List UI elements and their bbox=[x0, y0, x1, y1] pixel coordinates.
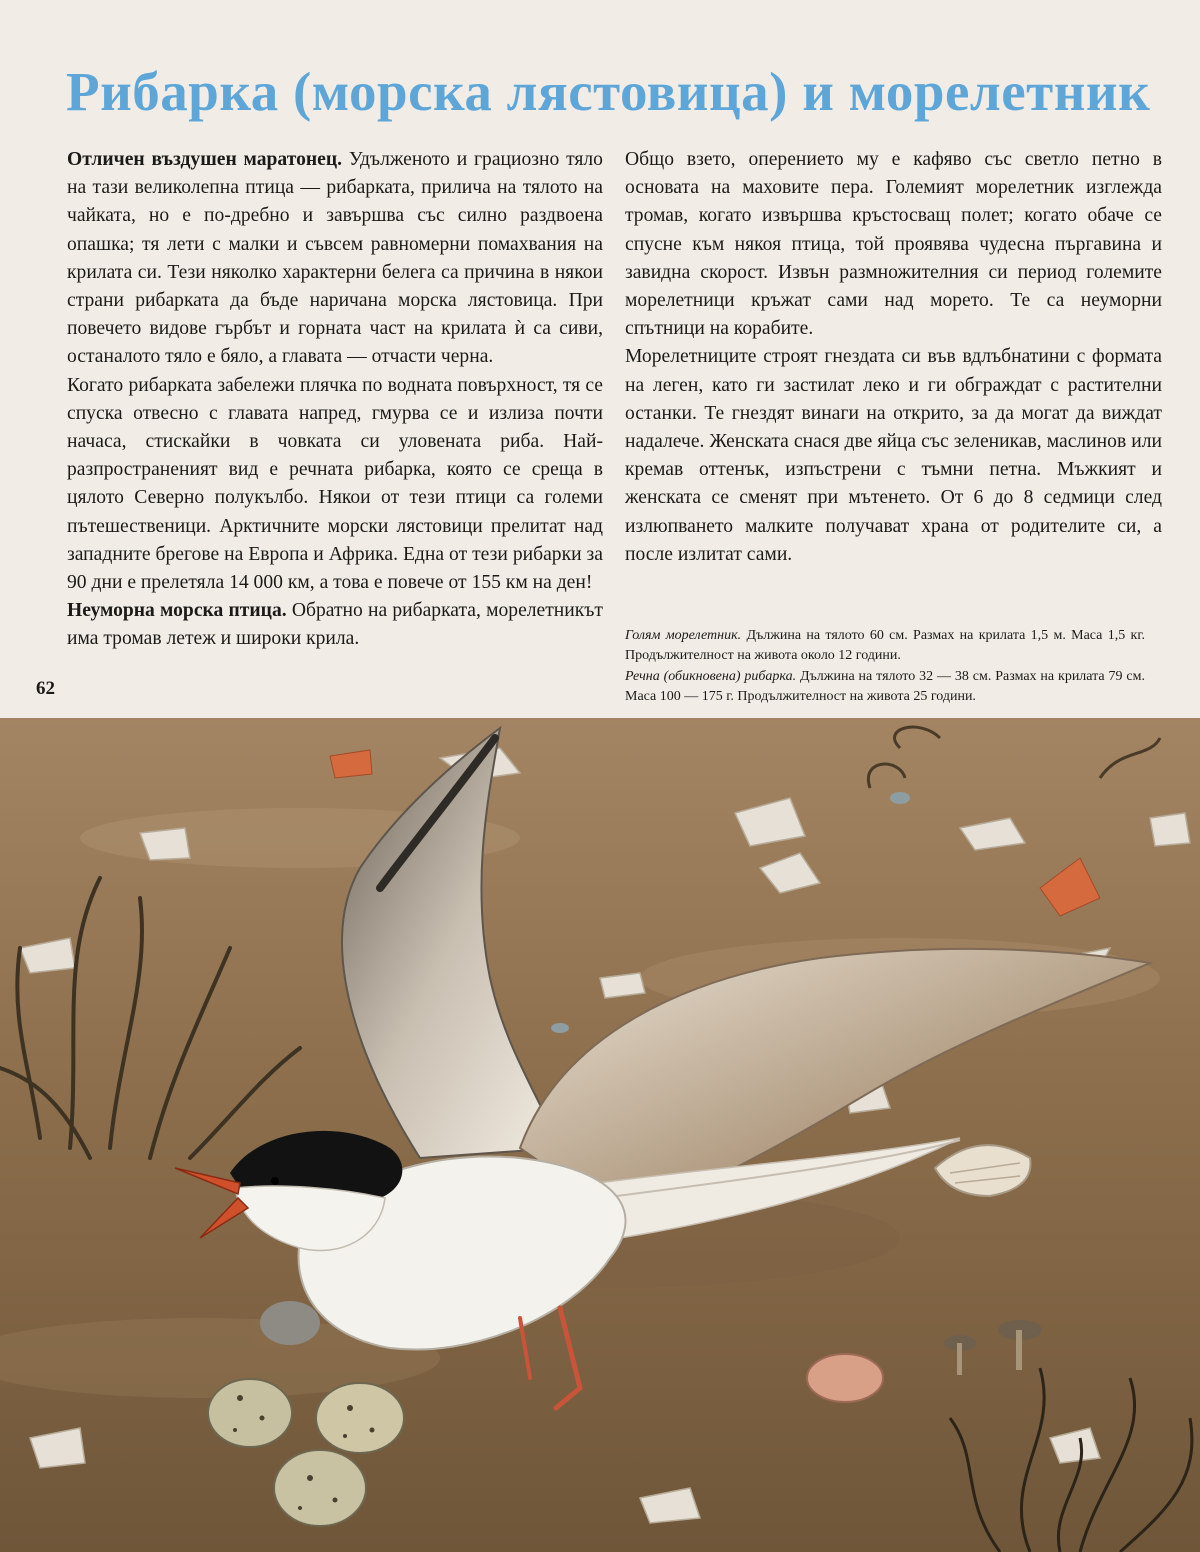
pink-shell bbox=[807, 1354, 883, 1402]
paragraph-lead: Неуморна морска птица. bbox=[67, 600, 287, 622]
tern-eye bbox=[271, 1177, 279, 1185]
right-column bbox=[625, 146, 1162, 569]
paragraph-lead: Отличен въздушен маратонец. bbox=[67, 149, 343, 170]
page-title: Рибарка (морска лястовица) и морелетник bbox=[66, 61, 1151, 122]
caption-text: Дължина на тялото 32 — 38 см. Размах на крилата 79 см. Маса 100 — 175 г. Продължителност на живота 25 години. bbox=[625, 668, 1145, 704]
egg bbox=[316, 1383, 404, 1453]
paragraph-tern-diving: Когато рибарката забележи плячка по водната повърхност, тя се спуска отвесно с главата напред, гмурва се и излиза почти начаса, стискайки в човката си уловената риба. Най-разпространеният вид е речната рибарка, която се среща в цялото Северно полукълбо. Някои от тези птици са големи пътешественици. Арктичните морски лястовици прелитат над западните брегове на Европа и Африка. Една от тези рибарки за 90 дни е прелетяла 14 000 км, а това е повече от 155 км на ден! bbox=[67, 374, 603, 594]
paragraph-skua-plumage: Общо взето, оперението му е кафяво със светло петно в основата на маховите пера. Големият морелетник изглежда тромав, когато извършва кръстосващ полет; когато обаче се спусне към някоя птица, той проявява чудесна пъргавина и завидна скорост. Извън размножителния си период големите морелетници кръжат сами над морето. Те са неуморни спътници на корабите. bbox=[625, 149, 1162, 340]
paragraph-tern-intro bbox=[67, 146, 603, 372]
species-captions bbox=[625, 626, 1145, 707]
left-column bbox=[67, 146, 603, 654]
caption-label: Голям морелетник. bbox=[625, 628, 742, 643]
paragraph-skua-nesting: Морелетниците строят гнездата си във вдлъбнатини с формата на леген, като ги застилат леко и ги обграждат с растителни останки. Те гнездят винаги на открито, за да могат да виждат надалече. Женската снася две яйца със зеленикав, маслинов или кремав оттенък, изпъстрени с тъмни петна. Мъжкият и женската се сменят при мътенето. От 6 до 8 седмици след излюпването малките получават храна от родителите си, а после излитат сами. bbox=[625, 346, 1162, 565]
caption-common-tern bbox=[625, 667, 1145, 708]
paragraph-skua-intro bbox=[67, 597, 603, 653]
caption-great-skua bbox=[625, 626, 1145, 667]
paragraph-text: Обратно на рибарката, морелетникът има тромав летеж и широки крила. bbox=[67, 600, 603, 650]
illustration-svg bbox=[0, 718, 1200, 1552]
tern-nest-illustration bbox=[0, 718, 1200, 1552]
page-number: 62 bbox=[36, 678, 55, 699]
paragraph-text: Удълженото и грациозно тяло на тази великолепна птица — рибарката, прилича на тялото на чайката, но е по-дребно и завършва със силно раздвоена опашка; тя лети с малки и съвсем равномерни помахвания на крилата си. Тези няколко характерни белега са причина в някои страни рибарката да бъде наричана морска лястовица. При повечето видове гърбът и горната част на крилата ѝ са сиви, останалото тяло е бяло, а главата — отчасти черна. bbox=[67, 149, 603, 368]
caption-label: Речна (обикновена) рибарка. bbox=[625, 668, 797, 684]
grey-pebble bbox=[260, 1301, 320, 1345]
egg bbox=[274, 1450, 366, 1526]
caption-text: Дължина на тялото 60 см. Размах на крилата 1,5 м. Маса 1,5 кг. Продължителност на живота около 12 години. bbox=[625, 628, 1145, 664]
egg bbox=[208, 1379, 292, 1447]
